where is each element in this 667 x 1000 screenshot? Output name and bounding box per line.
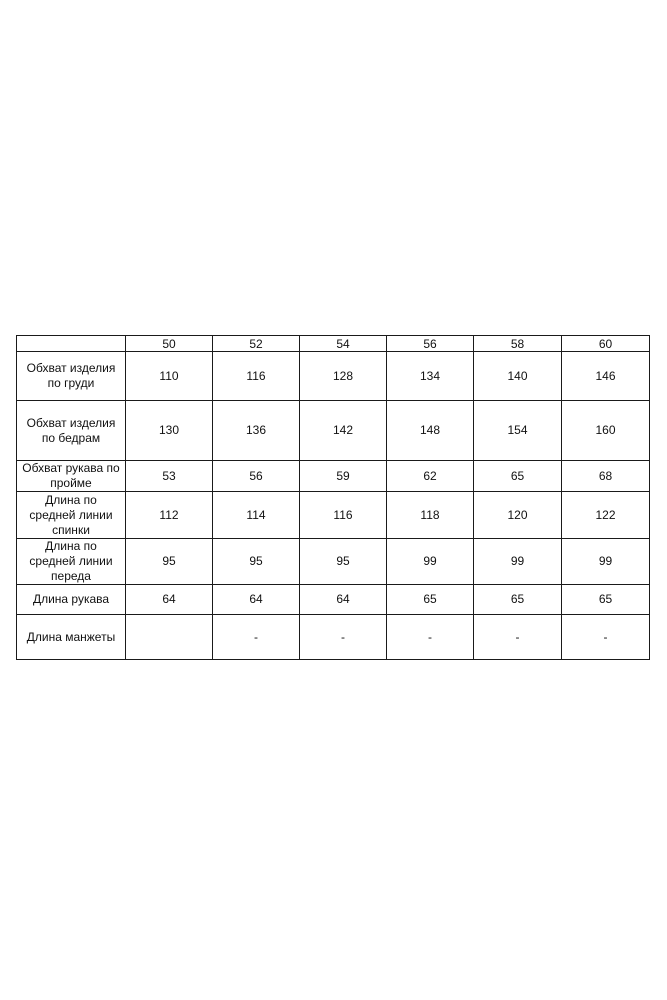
value-cell: 160 [562, 401, 650, 461]
value-cell: 99 [387, 539, 474, 585]
value-cell: 136 [213, 401, 300, 461]
value-cell: 154 [474, 401, 562, 461]
size-header-cell: 52 [213, 336, 300, 352]
value-cell: 65 [474, 461, 562, 492]
value-cell: - [387, 615, 474, 660]
size-header-cell: 60 [562, 336, 650, 352]
value-cell [126, 615, 213, 660]
value-cell: - [474, 615, 562, 660]
value-cell: 64 [300, 585, 387, 615]
row-label: Обхват изделия по груди [17, 352, 126, 401]
value-cell: 65 [387, 585, 474, 615]
value-cell: 122 [562, 492, 650, 539]
size-header-cell: 54 [300, 336, 387, 352]
value-cell: 53 [126, 461, 213, 492]
size-header-cell: 56 [387, 336, 474, 352]
value-cell: 134 [387, 352, 474, 401]
value-cell: 56 [213, 461, 300, 492]
corner-cell [17, 336, 126, 352]
value-cell: 64 [213, 585, 300, 615]
value-cell: - [300, 615, 387, 660]
value-cell: 99 [474, 539, 562, 585]
value-cell: 146 [562, 352, 650, 401]
table-row [17, 352, 650, 401]
value-cell: - [213, 615, 300, 660]
value-cell: 64 [126, 585, 213, 615]
value-cell: 68 [562, 461, 650, 492]
value-cell: 112 [126, 492, 213, 539]
value-cell: 62 [387, 461, 474, 492]
value-cell: 110 [126, 352, 213, 401]
size-header-row [17, 336, 650, 352]
table-row [17, 401, 650, 461]
row-label: Длина рукава [17, 585, 126, 615]
row-label: Длина по средней линии переда [17, 539, 126, 585]
value-cell: 116 [213, 352, 300, 401]
value-cell: 128 [300, 352, 387, 401]
value-cell: 59 [300, 461, 387, 492]
value-cell: 99 [562, 539, 650, 585]
value-cell: 65 [562, 585, 650, 615]
value-cell: 148 [387, 401, 474, 461]
value-cell: 140 [474, 352, 562, 401]
value-cell: 116 [300, 492, 387, 539]
row-label: Обхват рукава по пройме [17, 461, 126, 492]
value-cell: 114 [213, 492, 300, 539]
value-cell: 95 [300, 539, 387, 585]
value-cell: 65 [474, 585, 562, 615]
table-row [17, 461, 650, 492]
size-header-cell: 50 [126, 336, 213, 352]
row-label: Длина по средней линии спинки [17, 492, 126, 539]
value-cell: - [562, 615, 650, 660]
table-row [17, 492, 650, 539]
value-cell: 142 [300, 401, 387, 461]
size-chart-table [16, 335, 650, 660]
value-cell: 95 [126, 539, 213, 585]
row-label: Обхват изделия по бедрам [17, 401, 126, 461]
size-header-cell: 58 [474, 336, 562, 352]
value-cell: 120 [474, 492, 562, 539]
table-row [17, 615, 650, 660]
value-cell: 118 [387, 492, 474, 539]
value-cell: 130 [126, 401, 213, 461]
table-row [17, 585, 650, 615]
table-row [17, 539, 650, 585]
value-cell: 95 [213, 539, 300, 585]
row-label: Длина манжеты [17, 615, 126, 660]
